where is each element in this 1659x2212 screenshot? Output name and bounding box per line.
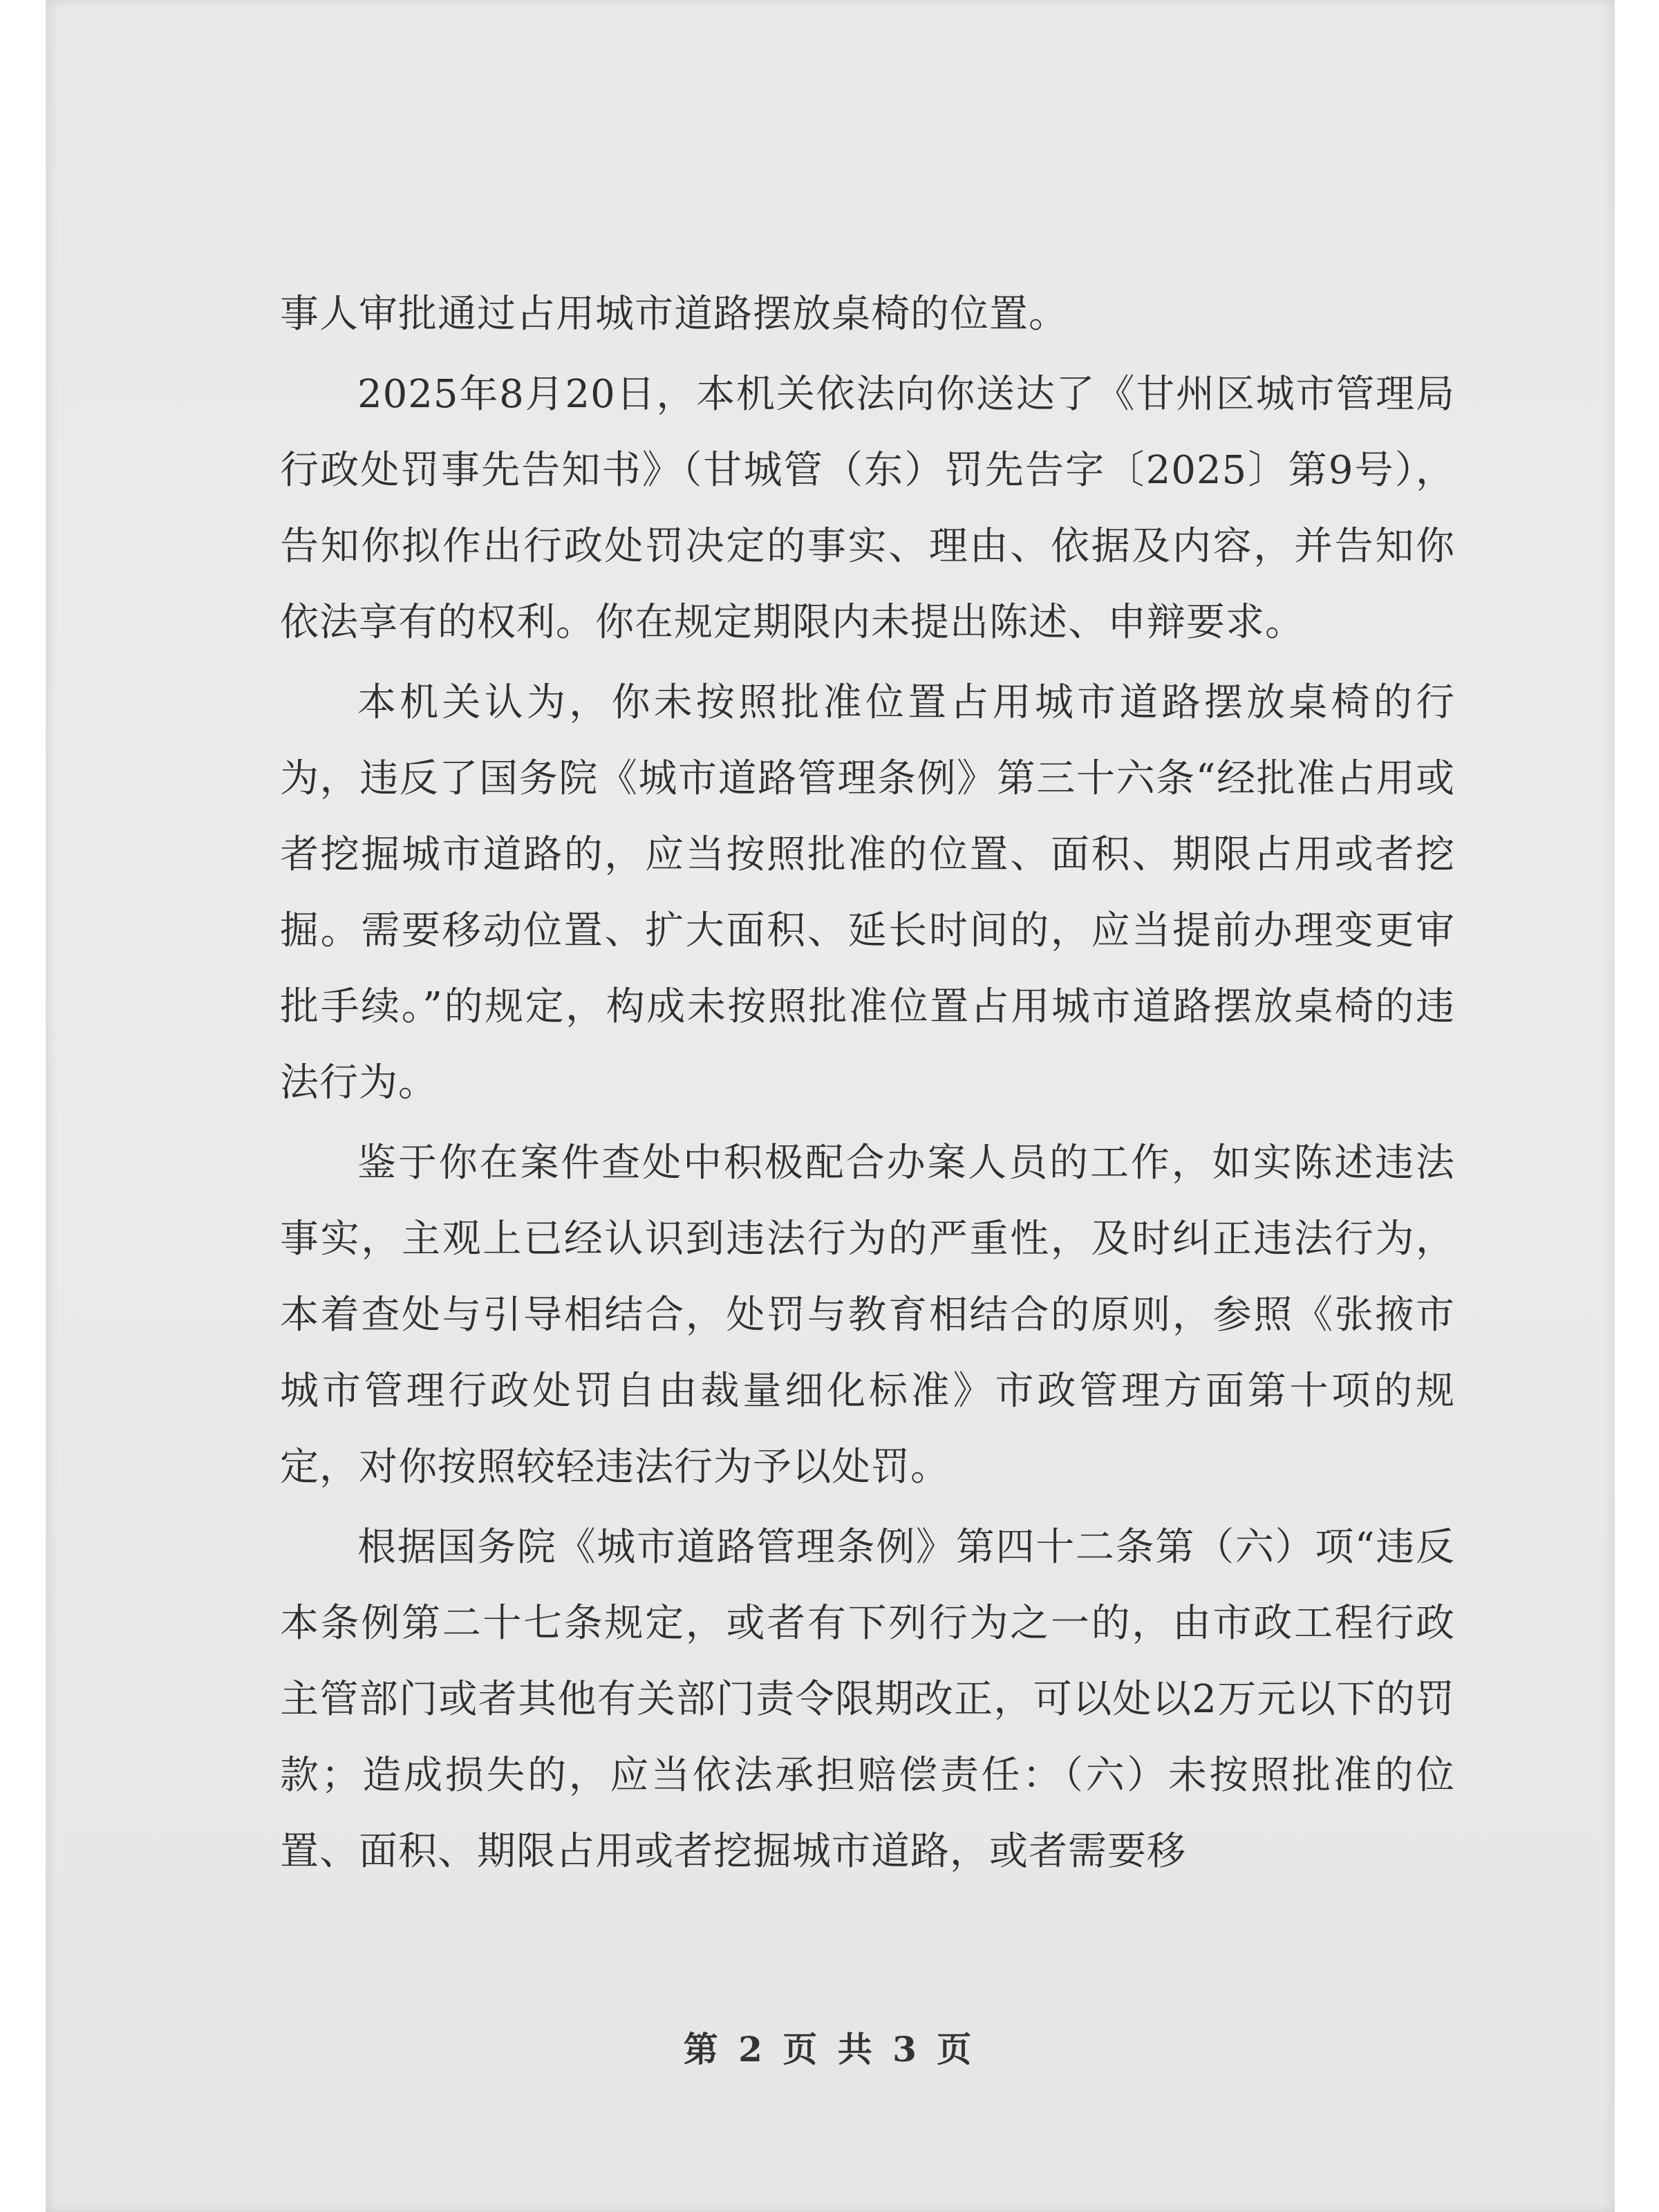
paragraph-mitigation: 鉴于你在案件查处中积极配合办案人员的工作，如实陈述违法事实，主观上已经认识到违法行为的严重性，及时纠正违法行为，本着查处与引导相结合，处罚与教育相结合的原则，参照《张掖市城市管理行政处罚自由裁量细化标准》市政管理方面第十项的规定，对你按照较轻违法行为予以处罚。 [280, 1141, 1455, 1490]
page-number: 第 2 页 共 3 页 [683, 2029, 976, 2070]
paragraph-legal-basis: 根据国务院《城市道路管理条例》第四十二条第（六）项“违反本条例第二十七条规定，或者有下列行为之一的，由市政工程行政主管部门或者其他有关部门责令限期改正，可以处以2万元以下的罚款；造成损失的，应当依法承担赔偿责任：（六）未按照批准的位置、面积、期限占用或者挖掘城市道路，或者需要移 [280, 1525, 1455, 1874]
paragraph-violation-finding: 本机关认为，你未按照批准位置占用城市道路摆放桌椅的行为，违反了国务院《城市道路管理条例》第三十六条“经批准占用或者挖掘城市道路的，应当按照批准的位置、面积、期限占用或者挖掘。需要移动位置、扩大面积、延长时间的，应当提前办理变更审批手续。”的规定，构成未按照批准位置占用城市道路摆放桌椅的违法行为。 [280, 680, 1455, 1105]
paragraph-continuation: 事人审批通过占用城市道路摆放桌椅的位置。 [280, 292, 1068, 337]
paragraph-notice-delivery: 2025年8月20日，本机关依法向你送达了《甘州区城市管理局行政处罚事先告知书》（甘城管（东）罚先告字〔2025〕第9号），告知你拟作出行政处罚决定的事实、理由、依据及内容，并告知你依法享有的权利。你在规定期限内未提出陈述、申辩要求。 [280, 372, 1455, 645]
document-body [280, 276, 1455, 1894]
